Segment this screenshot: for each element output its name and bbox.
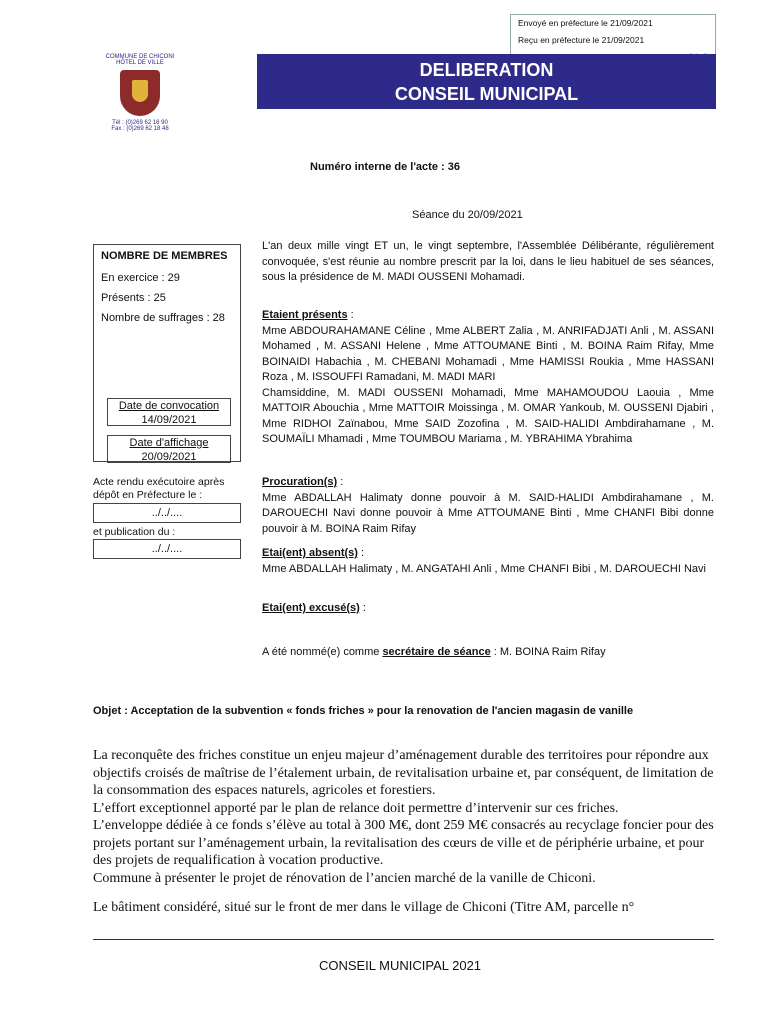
procurations-title: Procuration(s) xyxy=(262,476,338,488)
banner-subtitle: CONSEIL MUNICIPAL xyxy=(394,84,579,104)
convocation-box xyxy=(107,398,231,426)
session-date: Séance du 20/09/2021 xyxy=(412,209,523,221)
excuses-title: Etai(ent) excusé(s) xyxy=(262,602,360,614)
paragraph-4: Commune à présenter le projet de rénovation de l’ancien marché de la vanille de Chiconi. xyxy=(93,870,596,886)
absents-text: Mme ABDALLAH Halimaty , M. ANGATAHI Anli , Mme CHANFI Bibi , M. DAROUECHI Navi xyxy=(262,562,706,575)
secretaire-line xyxy=(262,645,714,661)
members-header: NOMBRE DE MEMBRES xyxy=(101,250,228,262)
publication-label: et publication du : xyxy=(93,526,176,538)
paragraph-2: L’effort exceptionnel apporté par le plan de relance doit permettre d’intervenir sur ces friches. xyxy=(93,800,619,816)
absents-section: Etai(ent) absent(s) : Mme ABDALLAH Halimaty , M. ANGATAHI Anli , Mme CHANFI Bibi , M. DAROUECHI Navi xyxy=(262,546,714,577)
logo-commune-name: COMMUNE DE CHICONI xyxy=(105,54,175,60)
presents-title: Etaient présents xyxy=(262,309,348,321)
secretaire-title: secrétaire de séance xyxy=(382,646,491,658)
members-presents: Présents : 25 xyxy=(101,292,166,304)
logo-hotel: HÔTEL DE VILLE xyxy=(116,60,164,66)
excuses-section: Etai(ent) excusé(s) : xyxy=(262,602,366,614)
paragraph-1: La reconquête des friches constitue un enjeu majeur d’aménagement durable des territoires pour répondre aux objectifs croisés de maîtrise de l’étalement urbain, de revitalisation urbaine et, par conséquent, de limitation de la consommation des espaces naturels, agricoles et forestiers. xyxy=(93,748,714,798)
paragraph-3: L’enveloppe dédiée à ce fonds s’élève au total à 300 M€, dont 259 M€ consacrés au recyclage foncier pour des projets portant sur l’aménagement urbain, la revitalisation des cœurs de ville et de périphérie urbaine, et pour des projets de requalification à vocation productive. xyxy=(93,818,714,868)
title-banner xyxy=(257,54,716,109)
members-exercice: En exercice : 29 xyxy=(101,272,180,284)
act-number: Numéro interne de l'acte : 36 xyxy=(310,161,460,173)
logo-fax: Fax : (0)269 62 18 48 xyxy=(111,126,169,132)
convocation-label: Date de convocation xyxy=(118,400,220,412)
executoire-line1: Acte rendu exécutoire après xyxy=(93,476,225,488)
absents-title: Etai(ent) absent(s) xyxy=(262,547,358,559)
stamp-received: Reçu en préfecture le 21/09/2021 xyxy=(518,35,645,45)
affichage-label: Date d'affichage xyxy=(129,437,209,449)
body-text xyxy=(93,747,717,917)
banner-title: DELIBERATION xyxy=(419,60,554,80)
members-suffrages: Nombre de suffrages : 28 xyxy=(101,312,225,324)
procurations-text: Mme ABDALLAH Halimaty donne pouvoir à M. SAID-HALIDI Ambdirahamane , M. DAROUECHI Navi donne pouvoir à Mme ATTOUMANE Binti , Mme CHANFI Bibi donne pouvoir à M. BOINA Raim Rifay xyxy=(262,491,714,535)
executoire-value: ../../.... xyxy=(93,503,241,523)
commune-logo xyxy=(100,54,180,148)
footer-divider xyxy=(93,939,714,940)
affichage-box xyxy=(107,435,231,463)
paragraph-5: Le bâtiment considéré, situé sur le front de mer dans le village de Chiconi (Titre AM, parcelle n° xyxy=(93,900,635,915)
intro-paragraph: L'an deux mille vingt ET un, le vingt septembre, l'Assemblée Délibérante, régulièrement convoquée, s'est réunie au nombre prescrit par la loi, dans le lieu habituel de ses séances, sous la présidence de M. MADI OUSSENI Mohamadi. xyxy=(262,240,714,283)
procurations-section: Procuration(s) : Mme ABDALLAH Halimaty donne pouvoir à M. SAID-HALIDI Ambdirahamane , M. DAROUECHI Navi donne pouvoir à Mme ATTOUMANE Binti , Mme CHANFI Bibi donne pouvoir à M. BOINA Raim Rifay xyxy=(262,475,714,537)
members-box xyxy=(93,244,241,462)
footer-title: CONSEIL MUNICIPAL 2021 xyxy=(318,958,482,973)
presents-section: Etaient présents : Mme ABDOURAHAMANE Céline , Mme ALBERT Zalia , M. ANRIFADJATI Anli , M. ASSANI Mohamed , M. ASSANI Helene , Mme ATTOUMANE Binti , M. BOINA Raim Rifay, Mme BOINAIDI Habachia , M. CHEBANI Mohamadi , Mme HAMISSI Roukia , Mme HASSANI Roza , M. ISSOUFFI Ramadani, M. MADI MARI Chamsiddine, M. MADI OUSSENI Mohamadi, Mme MAHAMOUDOU Laouia , Mme MATTOIR Abouchia , Mme MATTOIR Moissinga , M. OMAR Yankoub, M. OUSSENI Djabiri , Mme RIDHOI Zaïnabou, Mme SAID Zozofina , M. SAID-HALIDI Ambdirahamane , M. SOUMAÏLI Mhamadi , Mme TOUMBOU Mariama , M. YBRAHIMA Ybrahima xyxy=(262,308,714,448)
presents-list-1: Mme ABDOURAHAMANE Céline , Mme ALBERT Zalia , M. ANRIFADJATI Anli , M. ASSANI Mohamed , M. ASSANI Helene , Mme ATTOUMANE Binti , M. BOINA Raim Rifay, Mme BOINAIDI Habachia , M. CHEBANI Mohamadi , Mme HAMISSI Roukia , Mme HASSANI Roza , M. ISSOUFFI Ramadani, M. MADI MARI xyxy=(262,324,714,383)
objet-heading: Objet : Acceptation de la subvention « fonds friches » pour la renovation de l'ancien magasin de vanille xyxy=(93,705,634,717)
coat-of-arms-icon xyxy=(120,70,160,116)
stamp-sent: Envoyé en préfecture le 21/09/2021 xyxy=(518,18,653,28)
presents-list-2: Chamsiddine, M. MADI OUSSENI Mohamadi, Mme MAHAMOUDOU Laouia , Mme MATTOIR Abouchia , Mme MATTOIR Moissinga , M. OMAR Yankoub, M. OUSSENI Djabiri , Mme RIDHOI Zaïnabou, Mme SAID Zozofina , M. SAID-HALIDI Ambdirahamane , M. SOUMAÏLI Mhamadi , Mme TOUMBOU Mariama , M. YBRAHIMA Ybrahima xyxy=(262,386,714,445)
publication-value: ../../.... xyxy=(93,539,241,559)
secretaire-prefix: A été nommé(e) comme xyxy=(262,646,383,658)
affichage-date: 20/09/2021 xyxy=(141,451,197,463)
secretaire-name: : M. BOINA Raim Rifay xyxy=(490,646,606,658)
convocation-date: 14/09/2021 xyxy=(141,414,197,426)
executoire-line2: dépôt en Préfecture le : xyxy=(93,489,203,501)
logo-tel: Tél : (0)269 62 16 90 xyxy=(112,120,168,126)
